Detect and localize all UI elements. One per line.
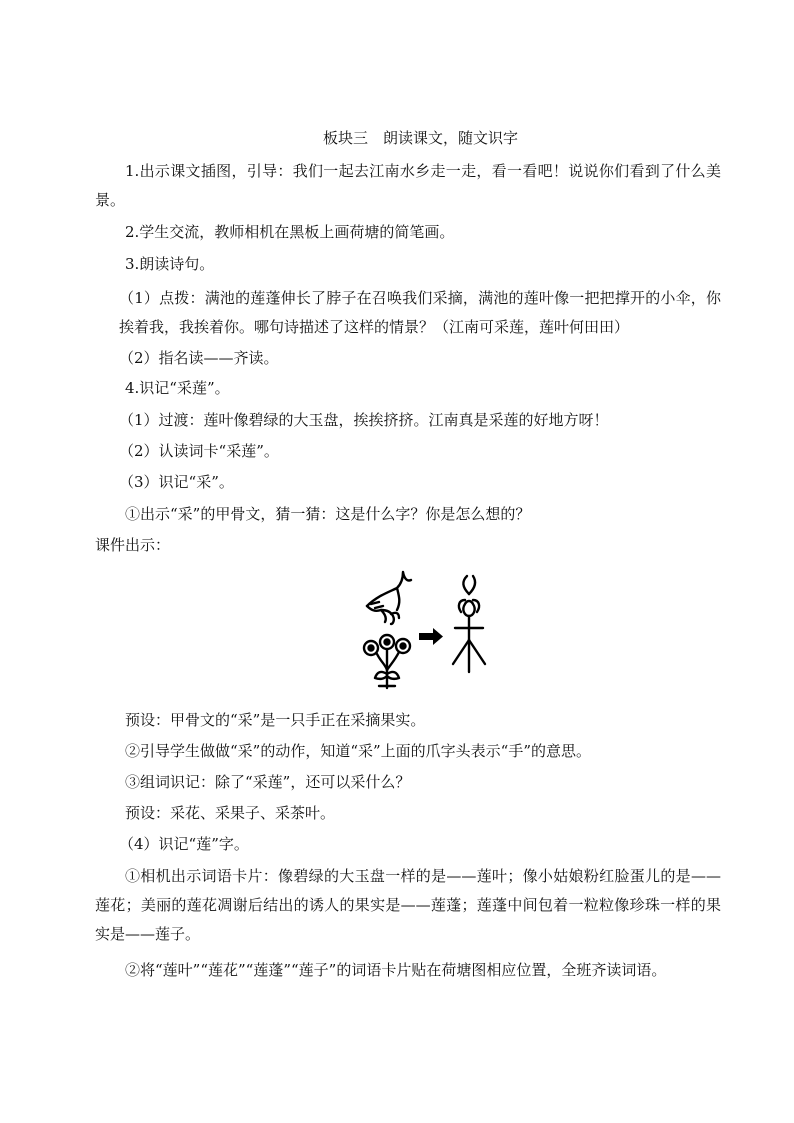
paragraph-1: 1.出示课文插图，引导：我们一起去江南水乡走一走，看一看吧！说说你们看到了什么美景。 xyxy=(95,162,721,209)
paragraph-4 xyxy=(95,284,721,342)
paragraph-12: 预设：甲骨文的“采”是一只手正在采摘果实。 xyxy=(125,711,426,729)
paragraph-6: 4.识记“采莲”。 xyxy=(125,379,230,397)
paragraph-8: （2）认读词卡“采莲”。 xyxy=(119,442,279,460)
oracle-bone-figure xyxy=(357,566,493,694)
paragraph-15: 预设：采花、采果子、采茶叶。 xyxy=(125,804,336,822)
oracle-bone-cai-icon xyxy=(453,576,485,672)
paragraph-16: （4）识记“莲”字。 xyxy=(119,835,249,853)
paragraph-14: ③组词识记：除了“采莲”，还可以采什么？ xyxy=(125,773,411,791)
section-title: 板块三 朗读课文，随文识字 xyxy=(322,129,518,147)
paragraph-2: 2.学生交流，教师相机在黑板上画荷塘的简笔画。 xyxy=(125,223,455,241)
paragraph-13: ②引导学生做做“采”的动作，知道“采”上面的爪字头表示“手”的意思。 xyxy=(125,742,592,760)
document-page xyxy=(95,0,721,1123)
paragraph-10: ①出示“采”的甲骨文，猜一猜：这是什么字？你是怎么想的？ xyxy=(125,505,531,523)
paragraph-18: ②将“莲叶”“莲花”“莲蓬”“莲子”的词语卡片贴在荷塘图相应位置，全班齐读词语。 xyxy=(125,961,667,979)
paragraph-3: 3.朗读诗句。 xyxy=(125,255,215,273)
hand-picking-flowers-icon xyxy=(364,572,411,688)
paragraph-4-text: （1）点拨：满池的莲蓬伸长了脖子在召唤我们采摘，满池的莲叶像一把把撑开的小伞，你挨着我，我挨着你。哪句诗描述了这样的情景？（江南可采莲，莲叶何田田） xyxy=(119,289,721,336)
paragraph-11: 课件出示： xyxy=(95,536,171,554)
arrow-right-icon xyxy=(419,628,443,645)
oracle-bone-illustration xyxy=(357,566,493,694)
paragraph-7: （1）过渡：莲叶像碧绿的大玉盘，挨挨挤挤。江南真是采莲的好地方呀！ xyxy=(119,411,609,429)
paragraph-5: （2）指名读——齐读。 xyxy=(119,349,279,367)
paragraph-9: （3）识记“采”。 xyxy=(119,473,234,491)
paragraph-17: ①相机出示词语卡片：像碧绿的大玉盘一样的是——莲叶；像小姑娘粉红脸蛋儿的是——莲花；美丽的莲花凋谢后结出的诱人的果实是——莲蓬；莲蓬中间包着一粒粒像珍珠一样的果实是——莲子。 xyxy=(95,867,721,943)
